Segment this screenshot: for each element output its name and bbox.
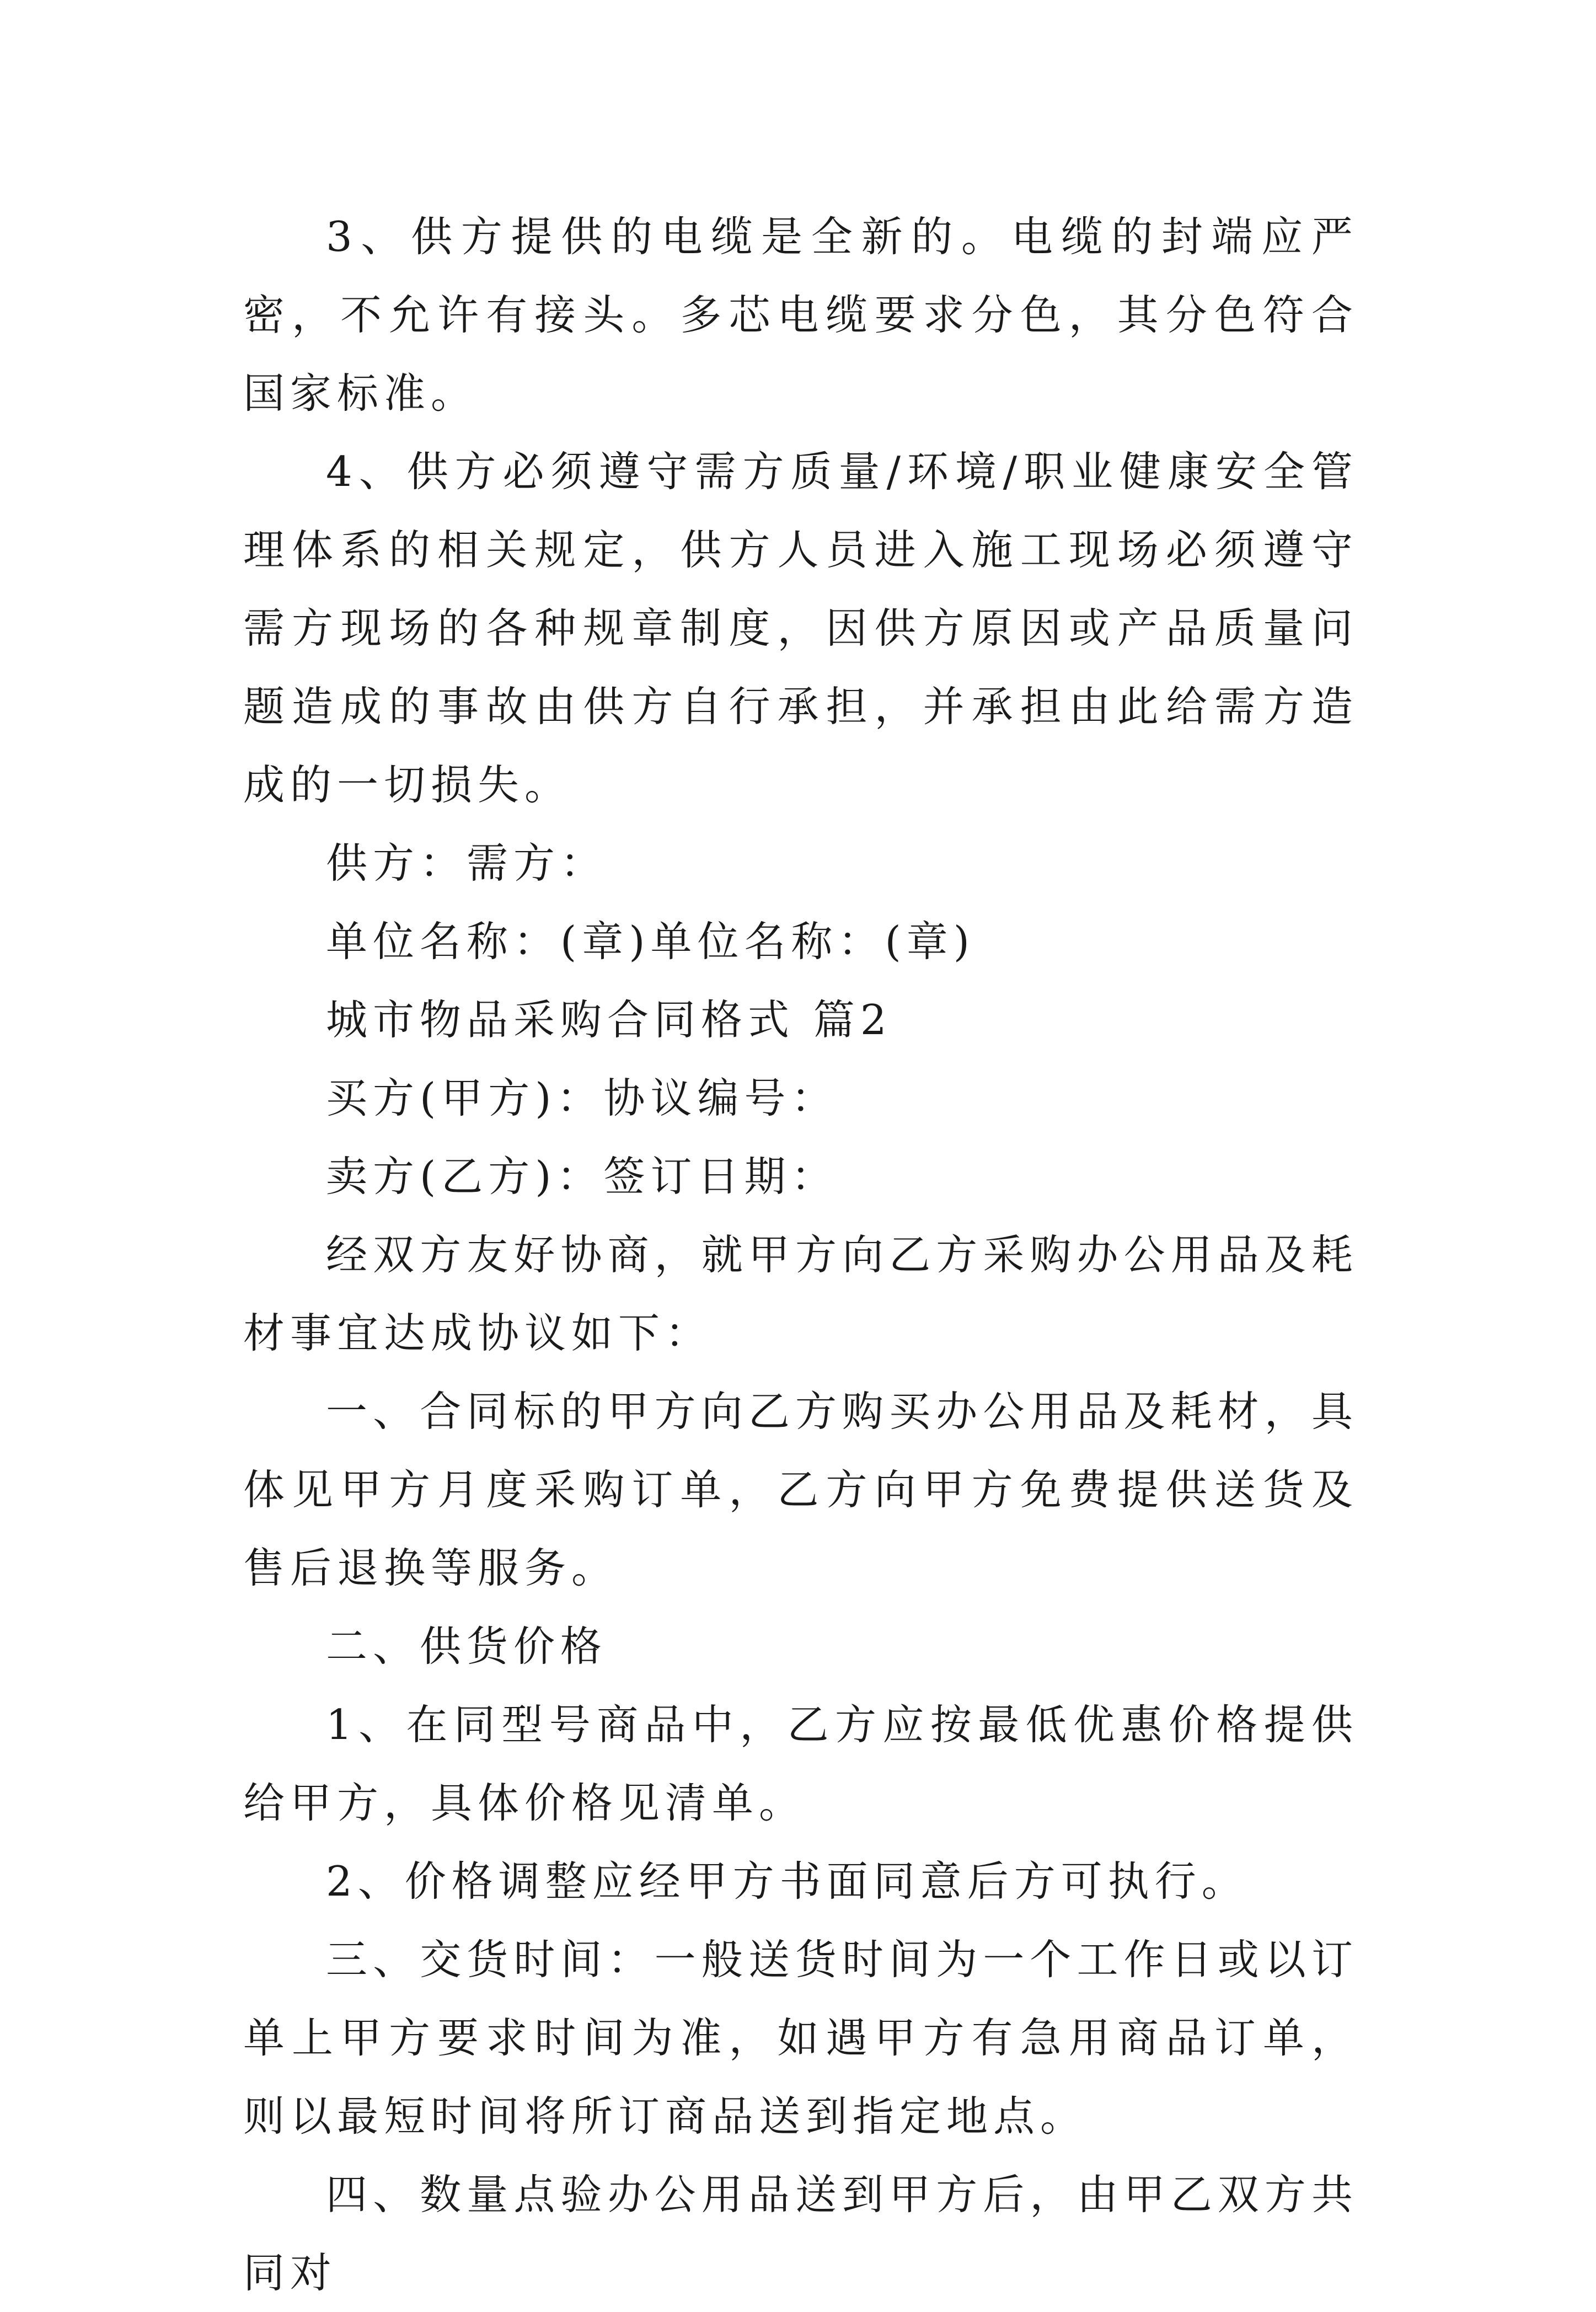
paragraph-price-2: 2、价格调整应经甲方书面同意后方可执行。 [326, 1857, 1249, 1906]
paragraph-seller: 卖方(乙方)：签订日期： [326, 1152, 838, 1201]
paragraph-supplier-rules: 4、供方必须遵守需方质量/环境/职业健康安全管理体系的相关规定，供方人员进入施工现场必须遵守需方现场的各种规章制度，因供方原因或产品质量问题造成的事故由供方自行承担，并承担由此给需方造成的一切损失。 [243, 447, 1358, 809]
paragraph-buyer: 买方(甲方)：协议编号： [326, 1074, 838, 1122]
paragraph-subject: 一、合同标的甲方向乙方购买办公用品及耗材，具体见甲方月度采购订单，乙方向甲方免费提供送货及售后退换等服务。 [243, 1387, 1358, 1592]
paragraph-parties: 供方：需方： [326, 839, 608, 887]
paragraph-delivery-time: 三、交货时间：一般送货时间为一个工作日或以订单上甲方要求时间为准，如遇甲方有急用商品订单，则以最短时间将所订商品送到指定地点。 [243, 1935, 1358, 2140]
document-body [243, 197, 1358, 2312]
paragraph-price-1: 1、在同型号商品中，乙方应按最低优惠价格提供给甲方，具体价格见清单。 [243, 1700, 1358, 1827]
paragraph-agreement-intro: 经双方友好协商，就甲方向乙方采购办公用品及耗材事宜达成协议如下： [243, 1230, 1358, 1357]
paragraph-unit-names: 单位名称：(章)单位名称：(章) [326, 917, 976, 966]
paragraph-quantity-check: 四、数量点验办公用品送到甲方后，由甲乙双方共同对 [243, 2170, 1358, 2297]
section-title-part-2: 城市物品采购合同格式 篇2 [326, 996, 892, 1044]
paragraph-cable-new: 3、供方提供的电缆是全新的。电缆的封端应严密，不允许有接头。多芯电缆要求分色，其分色符合国家标准。 [243, 212, 1358, 418]
heading-price: 二、供货价格 [326, 1622, 608, 1671]
